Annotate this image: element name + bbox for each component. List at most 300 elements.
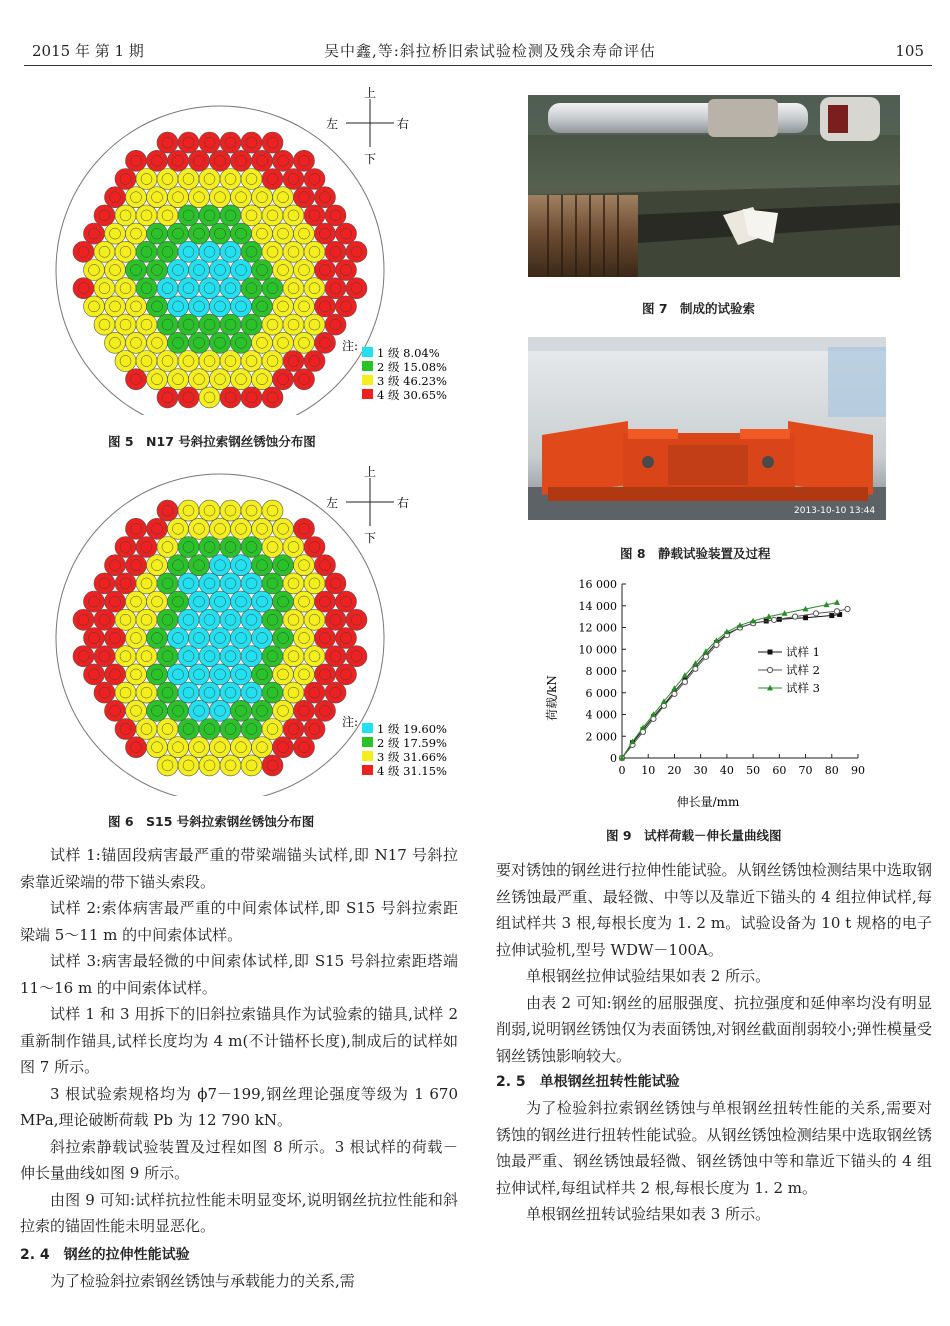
legend-swatch-2: [362, 361, 373, 371]
wire: [157, 682, 178, 703]
paragraph: 为了检验斜拉索钢丝锈蚀与单根钢丝扭转性能的关系,需要对锈蚀的钢丝进行扭转性能试验。从钢丝锈蚀检测结果中选取钢丝锈蚀最严重、钢丝锈蚀最轻微、钢丝锈蚀中等和靠近下锚头的 4 组拉伸试样,每组试样共 2 根,每根长度为 1. 2 m。: [496, 1099, 932, 1197]
wire: [252, 737, 273, 758]
data-point: [682, 679, 687, 684]
wire: [168, 628, 189, 649]
wire: [105, 628, 126, 649]
wire: [147, 223, 168, 244]
wire: [157, 573, 178, 594]
wire: [168, 150, 189, 171]
wire: [136, 646, 157, 667]
wire: [126, 150, 147, 171]
wire: [84, 260, 105, 281]
data-point: [829, 613, 834, 618]
wire: [252, 591, 273, 612]
y-tick-label: 8 000: [585, 665, 617, 678]
wire: [241, 537, 262, 558]
wire: [252, 260, 273, 281]
figure-6-caption: 图 6 S15 号斜拉索钢丝锈蚀分布图: [108, 814, 315, 829]
wire: [73, 241, 94, 262]
wire: [115, 351, 136, 372]
wire: [115, 169, 136, 190]
wire: [220, 755, 241, 776]
legend-label: 试样 3: [786, 681, 820, 695]
wire: [157, 755, 178, 776]
wire: [157, 500, 178, 521]
wire: [220, 314, 241, 335]
wire: [105, 223, 126, 244]
wire: [252, 223, 273, 244]
wire: [199, 205, 220, 226]
wire: [262, 205, 283, 226]
y-tick-label: 2 000: [585, 730, 617, 744]
wire: [147, 628, 168, 649]
wire: [262, 573, 283, 594]
wire: [262, 609, 283, 630]
wire: [126, 700, 147, 721]
paragraph: 为了检验斜拉索钢丝锈蚀与承载能力的关系,需: [50, 1271, 355, 1290]
wire: [241, 682, 262, 703]
wire: [262, 682, 283, 703]
wire: [252, 555, 273, 576]
wire: [252, 518, 273, 539]
x-tick-label: 20: [667, 764, 682, 777]
wire: [189, 664, 210, 685]
data-point: [834, 609, 839, 614]
wire: [346, 278, 367, 299]
wire: [168, 187, 189, 208]
left-column-text: [20, 842, 458, 1294]
wire: [231, 737, 252, 758]
wire: [168, 260, 189, 281]
wire: [168, 555, 189, 576]
wire: [178, 241, 199, 262]
wire: [84, 223, 105, 244]
wire: [94, 278, 115, 299]
legend-swatch-4: [362, 765, 373, 775]
wire: [220, 646, 241, 667]
wire: [315, 555, 336, 576]
data-point: [803, 615, 808, 620]
x-tick-label: 70: [798, 764, 813, 777]
compass-left: 左: [326, 117, 339, 131]
wire: [304, 351, 325, 372]
wire: [262, 719, 283, 740]
wire: [336, 628, 357, 649]
wire: [273, 369, 294, 390]
compass-down: 下: [364, 152, 377, 166]
wire: [168, 664, 189, 685]
wire: [252, 369, 273, 390]
wire: [252, 150, 273, 171]
wire: [115, 241, 136, 262]
wire: [231, 700, 252, 721]
wire: [178, 500, 199, 521]
paragraph: 试样 3:病害最轻微的中间索体试样,即 S15 号斜拉索距塔端 11～16 m 的中间索体试样。: [20, 952, 458, 997]
wire: [210, 700, 231, 721]
wire: [262, 169, 283, 190]
wire: [262, 241, 283, 262]
y-tick-label: 6 000: [585, 686, 617, 700]
paragraph: 要对锈蚀的钢丝进行拉伸性能试验。从钢丝锈蚀检测结果中选取钢丝锈蚀最严重、最轻微、中等以及靠近下锚头的 4 组拉伸试样,每组试样共 3 根,每根长度为 1. 2 m。试验设备为 10 t 规格的电子拉伸试验机,型号 WDW－100A。: [496, 861, 932, 959]
wire: [283, 278, 304, 299]
legend-swatch-1: [362, 723, 373, 733]
wire: [199, 132, 220, 153]
wire: [189, 223, 210, 244]
wire: [126, 591, 147, 612]
wire: [126, 223, 147, 244]
wire: [315, 260, 336, 281]
wire: [220, 387, 241, 408]
wire: [262, 387, 283, 408]
compass-down: 下: [364, 531, 377, 545]
wire: [273, 223, 294, 244]
wire: [231, 555, 252, 576]
wire: [294, 628, 315, 649]
wire: [136, 314, 157, 335]
wire: [294, 332, 315, 353]
wire: [304, 278, 325, 299]
wire: [105, 555, 126, 576]
wire: [304, 609, 325, 630]
wire: [189, 187, 210, 208]
wire: [147, 737, 168, 758]
figure-9-chart: [540, 574, 880, 814]
wire: [178, 351, 199, 372]
wire: [105, 296, 126, 317]
wire: [315, 187, 336, 208]
data-point: [693, 666, 698, 671]
wire: [210, 223, 231, 244]
wire: [136, 719, 157, 740]
wire: [199, 646, 220, 667]
wire: [136, 537, 157, 558]
wire: [283, 646, 304, 667]
wire: [241, 646, 262, 667]
wire: [105, 591, 126, 612]
wire: [94, 205, 115, 226]
legend-label-3: 3 级 31.66%: [377, 750, 447, 764]
section-heading-2-4: 2. 4 钢丝的拉伸性能试验: [20, 1246, 190, 1263]
wire: [283, 351, 304, 372]
wire: [189, 591, 210, 612]
wire: [304, 241, 325, 262]
wire: [294, 187, 315, 208]
compass: [326, 85, 409, 166]
chart-xlabel: 伸长量/mm: [676, 795, 740, 809]
wire: [178, 537, 199, 558]
wire: [136, 351, 157, 372]
wire: [336, 260, 357, 281]
legend-label-1: 1 级 8.04%: [377, 346, 440, 360]
wire: [262, 351, 283, 372]
wire: [283, 719, 304, 740]
wire: [220, 609, 241, 630]
wire: [336, 591, 357, 612]
wire: [273, 591, 294, 612]
wire: [273, 296, 294, 317]
legend-note: 注:: [342, 715, 359, 729]
wire: [199, 241, 220, 262]
wire: [126, 260, 147, 281]
wire: [210, 628, 231, 649]
wire: [147, 332, 168, 353]
wire: [199, 719, 220, 740]
wire: [252, 664, 273, 685]
data-point: [834, 599, 840, 605]
legend-swatch-3: [362, 751, 373, 761]
paragraph: 由表 2 可知:钢丝的屈服强度、抗拉强度和延伸率均没有明显削弱,说明钢丝锈蚀仅为表面锈蚀,对钢丝截面削弱较小;弹性模量受钢丝锈蚀影响较大。: [496, 993, 932, 1065]
wire: [294, 737, 315, 758]
data-point: [703, 654, 708, 659]
wire: [220, 169, 241, 190]
wire: [304, 573, 325, 594]
wire: [220, 500, 241, 521]
wire: [346, 609, 367, 630]
wire: [262, 646, 283, 667]
running-title: 吴中鑫,等:斜拉桥旧索试验检测及残余寿命评估: [324, 42, 656, 60]
wire: [126, 628, 147, 649]
wire: [252, 296, 273, 317]
legend-marker: [768, 650, 773, 655]
wire: [168, 332, 189, 353]
wire: [210, 187, 231, 208]
right-column-text: [496, 857, 932, 1228]
wire: [315, 664, 336, 685]
wire: [105, 664, 126, 685]
wire: [136, 609, 157, 630]
wire: [126, 369, 147, 390]
wire: [346, 646, 367, 667]
y-tick-label: 12 000: [578, 621, 617, 635]
wire: [241, 314, 262, 335]
wire: [199, 609, 220, 630]
wire: [294, 591, 315, 612]
wire: [157, 205, 178, 226]
wire: [178, 314, 199, 335]
wire: [199, 278, 220, 299]
legend-label: 试样 2: [786, 663, 820, 677]
wire: [178, 169, 199, 190]
x-tick-label: 60: [772, 764, 787, 777]
wire: [273, 518, 294, 539]
wire: [220, 682, 241, 703]
data-point: [724, 629, 730, 635]
journal-issue: 2015 年 第 1 期: [32, 42, 144, 60]
chart-ylabel: 荷载/kN: [545, 675, 559, 721]
wire: [220, 132, 241, 153]
wire: [147, 187, 168, 208]
wire: [231, 187, 252, 208]
wire: [94, 609, 115, 630]
wire: [199, 387, 220, 408]
wire: [304, 169, 325, 190]
wire: [94, 682, 115, 703]
wire: [147, 518, 168, 539]
compass-up: 上: [364, 466, 377, 479]
x-tick-label: 10: [641, 764, 656, 777]
paragraph: 单根钢丝扭转试验结果如表 3 所示。: [526, 1205, 771, 1223]
wire: [168, 591, 189, 612]
wire: [252, 628, 273, 649]
wire: [126, 296, 147, 317]
wire: [157, 351, 178, 372]
paragraph: 单根钢丝拉伸试验结果如表 2 所示。: [526, 967, 771, 985]
wire: [189, 737, 210, 758]
wire: [199, 573, 220, 594]
wire: [199, 755, 220, 776]
wire: [115, 609, 136, 630]
legend-note: 注:: [342, 339, 359, 353]
paragraph: 试样 1:锚固段病害最严重的带梁端锚头试样,即 N17 号斜拉索靠近梁端的带下锚头索段。: [20, 846, 458, 891]
wire: [220, 278, 241, 299]
wire: [147, 700, 168, 721]
wire: [220, 351, 241, 372]
wire: [147, 296, 168, 317]
wire: [136, 205, 157, 226]
wire: [199, 351, 220, 372]
wire: [157, 314, 178, 335]
y-tick-label: 14 000: [578, 599, 617, 613]
wire: [273, 260, 294, 281]
wire: [210, 150, 231, 171]
wire: [304, 537, 325, 558]
wire: [189, 518, 210, 539]
legend: [342, 715, 447, 778]
wire: [304, 682, 325, 703]
y-tick-label: 4 000: [585, 708, 617, 722]
figure-5-diagram: [40, 85, 470, 415]
wire: [157, 169, 178, 190]
wire: [294, 555, 315, 576]
chart-legend: [758, 645, 820, 695]
cable-cross-section: [56, 474, 384, 796]
wire: [94, 241, 115, 262]
wire: [168, 369, 189, 390]
wire: [231, 150, 252, 171]
wire: [294, 223, 315, 244]
wire: [325, 682, 346, 703]
wire: [241, 500, 262, 521]
wire: [210, 296, 231, 317]
wire: [189, 555, 210, 576]
wire: [294, 700, 315, 721]
wire: [273, 628, 294, 649]
wire: [157, 537, 178, 558]
wire: [325, 573, 346, 594]
legend-label-4: 4 级 30.65%: [377, 388, 447, 402]
paragraph: 试样 1 和 3 用拆下的旧斜拉索锚具作为试验索的锚具,试样 2 重新制作锚具,试样长度均为 4 m(不计锚杯长度),制成后的试样如图 7 所示。: [20, 1005, 458, 1076]
wire: [84, 664, 105, 685]
paragraph: 3 根试验索规格均为 ϕ7－199,钢丝理论强度等级为 1 670 MPa,理论破断荷载 Pb 为 12 790 kN。: [20, 1084, 458, 1129]
wire: [325, 314, 346, 335]
legend-label: 试样 1: [786, 645, 820, 659]
wire: [136, 241, 157, 262]
wire: [178, 573, 199, 594]
wire: [241, 719, 262, 740]
wire: [231, 260, 252, 281]
wire: [126, 187, 147, 208]
wire: [199, 682, 220, 703]
wire: [115, 278, 136, 299]
wire: [210, 664, 231, 685]
wire: [115, 205, 136, 226]
wire: [178, 609, 199, 630]
page-number: 105: [895, 42, 924, 60]
wire: [168, 518, 189, 539]
wire: [294, 518, 315, 539]
paragraph: 由图 9 可知:试样抗拉性能未明显变坏,说明钢丝抗拉性能和斜拉索的锚固性能未明显恶化。: [20, 1190, 458, 1235]
wire: [147, 150, 168, 171]
data-point: [771, 617, 776, 622]
wire: [157, 719, 178, 740]
wire: [115, 573, 136, 594]
wire: [294, 369, 315, 390]
legend-swatch-4: [362, 389, 373, 399]
running-header: [24, 38, 924, 62]
wire: [325, 241, 346, 262]
wire: [178, 387, 199, 408]
wire: [315, 591, 336, 612]
wire: [220, 719, 241, 740]
data-point: [792, 614, 797, 619]
wire: [231, 518, 252, 539]
wire: [325, 205, 346, 226]
wire: [189, 628, 210, 649]
wire: [304, 646, 325, 667]
wire: [241, 387, 262, 408]
wire: [231, 369, 252, 390]
chart-series-lines: [619, 599, 850, 760]
wire: [115, 537, 136, 558]
compass: [326, 466, 409, 545]
wire: [304, 314, 325, 335]
wire: [220, 573, 241, 594]
wire: [241, 755, 262, 776]
wire: [241, 169, 262, 190]
wire: [199, 537, 220, 558]
wire: [168, 296, 189, 317]
wire: [210, 591, 231, 612]
wire: [273, 187, 294, 208]
wire: [231, 591, 252, 612]
wire: [231, 332, 252, 353]
wire: [157, 646, 178, 667]
compass-up: 上: [364, 86, 377, 100]
wire: [315, 223, 336, 244]
x-tick-label: 50: [746, 764, 761, 777]
y-tick-label: 0: [610, 752, 617, 765]
wire: [84, 591, 105, 612]
wire: [231, 296, 252, 317]
wire: [147, 555, 168, 576]
wire: [189, 700, 210, 721]
wire: [294, 260, 315, 281]
wire: [178, 205, 199, 226]
wire: [336, 664, 357, 685]
wire: [262, 755, 283, 776]
chart-axes: [579, 578, 866, 777]
wire: [273, 664, 294, 685]
wire: [178, 719, 199, 740]
wire: [283, 241, 304, 262]
wire: [126, 332, 147, 353]
wire: [126, 737, 147, 758]
wire: [94, 573, 115, 594]
wire: [115, 719, 136, 740]
wire: [178, 278, 199, 299]
figure-7-caption: 图 7 制成的试验索: [642, 301, 756, 316]
figure-8-photo: [528, 337, 886, 520]
